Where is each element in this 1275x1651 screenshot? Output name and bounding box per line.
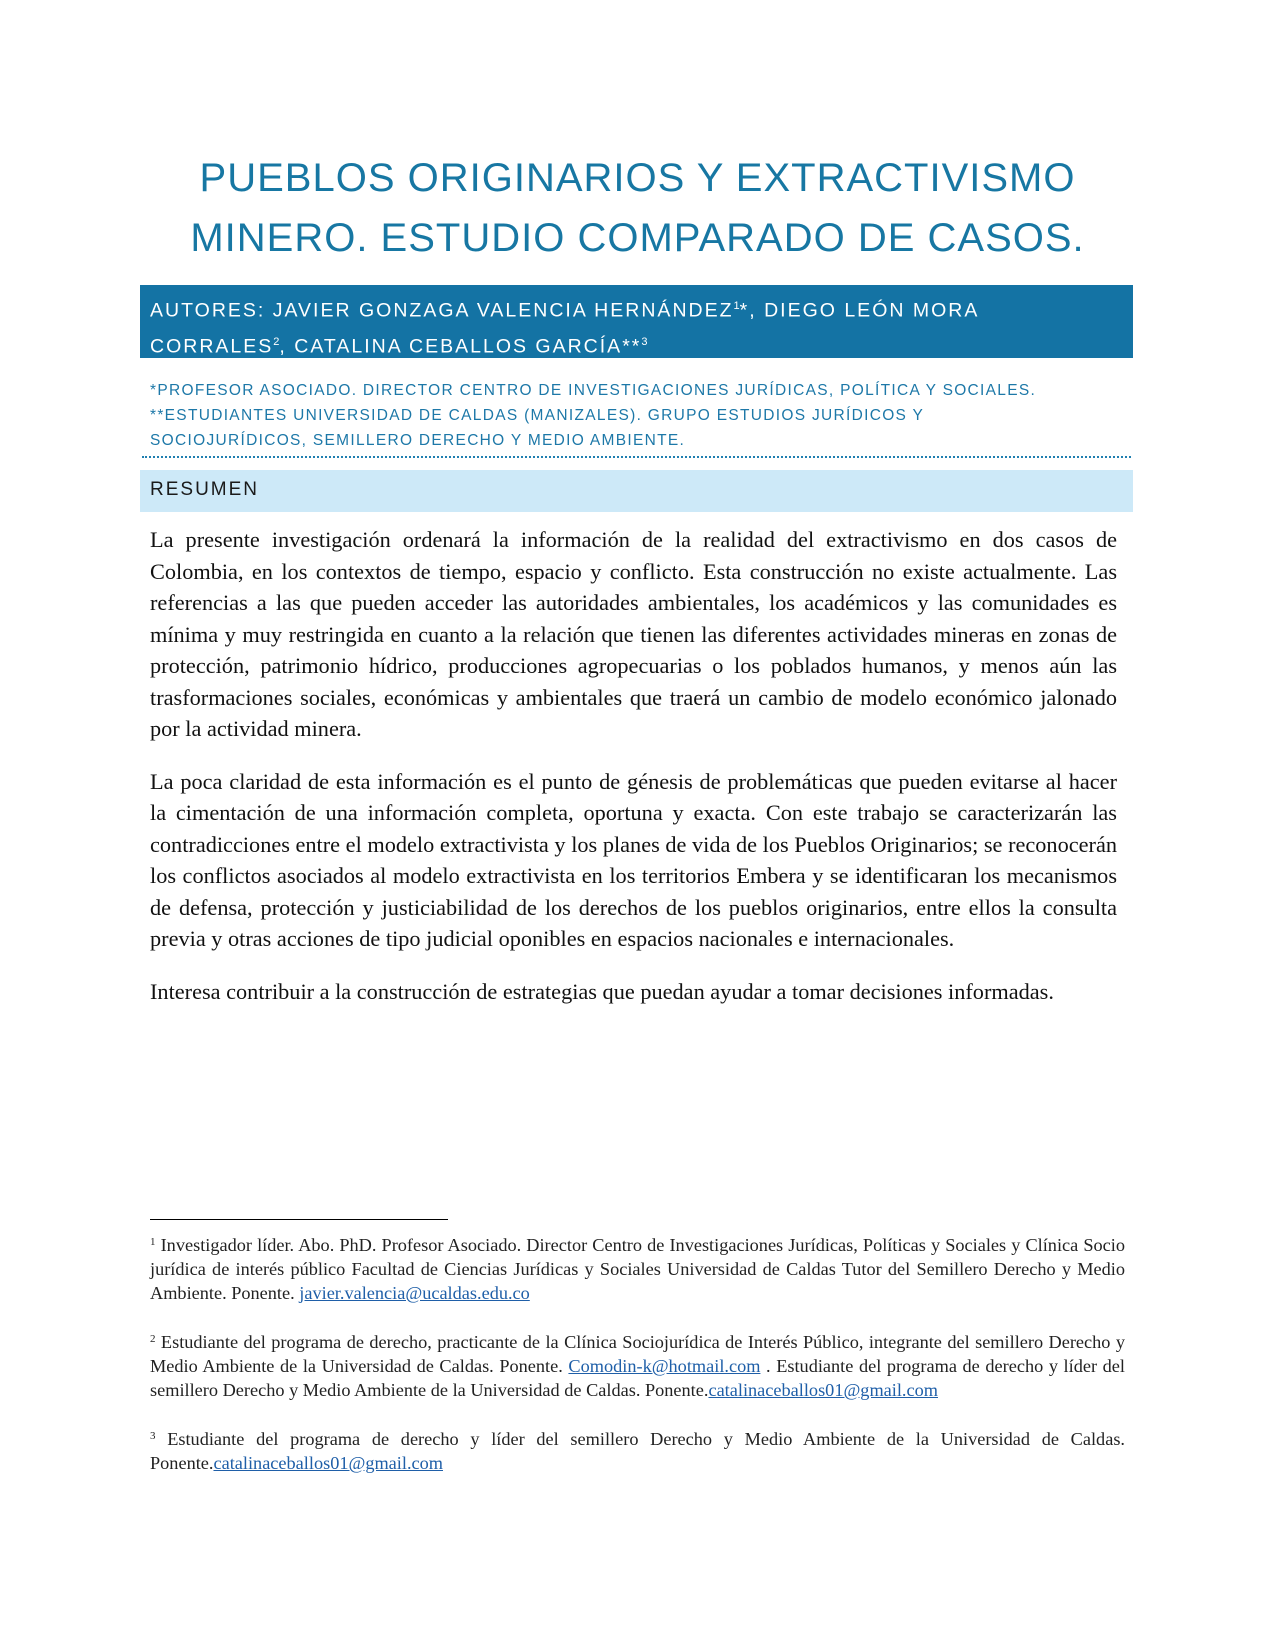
footnote-text: Estudiante del programa de derecho, practicante de la Clínica Sociojurídica de Interés Público, integrante del semillero Derecho y Medio Ambiente de la Universidad de Caldas. Ponente. bbox=[150, 1332, 1125, 1376]
footnote-number: 3 bbox=[150, 1430, 156, 1442]
title-line-2: MINERO. ESTUDIO COMPARADO DE CASOS. bbox=[190, 216, 1085, 260]
footnote-2 bbox=[150, 1327, 1125, 1402]
footnote-number: 2 bbox=[150, 1333, 156, 1345]
footnote-text: . Estudiante del programa de derecho y líder del semillero Derecho y Medio Ambiente de la Universidad de Caldas. Ponente. bbox=[150, 1356, 1125, 1400]
email-link[interactable]: catalinaceballos01@gmail.com bbox=[213, 1453, 443, 1473]
footnote-1 bbox=[150, 1230, 1125, 1305]
abstract-paragraph-1: La presente investigación ordenará la información de la realidad del extractivismo en dos casos de Colombia, en los contextos de tiempo, espacio y conflicto. Esta construcción no existe actualmente. Las referencias a las que pueden acceder las autoridades ambientales, los académicos y las comunidades es mínima y muy restringida en cuanto a la relación que tienen las diferentes actividades mineras en zonas de protección, patrimonio hídrico, producciones agropecuarias o los poblados humanos, y menos aún las trasformaciones sociales, económicas y ambientales que traerá un cambio de modelo económico jalonado por la actividad minera. bbox=[150, 527, 1117, 741]
affiliation-line-1: *PROFESOR ASOCIADO. DIRECTOR CENTRO DE INVESTIGACIONES JURÍDICAS, POLÍTICA Y SOCIALES. bbox=[150, 382, 1037, 399]
footnote-ref-1[interactable]: 1 bbox=[733, 300, 740, 312]
page-title bbox=[150, 148, 1125, 268]
footnotes bbox=[150, 1230, 1125, 1497]
footnote-3 bbox=[150, 1424, 1125, 1475]
footnote-ref-3[interactable]: 3 bbox=[641, 335, 648, 348]
section-heading-label: RESUMEN bbox=[150, 479, 260, 500]
abstract-body bbox=[150, 524, 1117, 1028]
affiliation-line-3: SOCIOJURÍDICOS, SEMILLERO DERECHO Y MEDIO AMBIENTE. bbox=[150, 432, 686, 449]
authors-part2: *, DIEGO LEÓN MORA bbox=[739, 299, 980, 322]
authors-part3: CORRALES bbox=[150, 335, 274, 357]
title-line-1: PUEBLOS ORIGINARIOS Y EXTRACTIVISMO bbox=[199, 156, 1076, 200]
email-link[interactable]: catalinaceballos01@gmail.com bbox=[708, 1380, 938, 1400]
footnote-number: 1 bbox=[150, 1236, 156, 1248]
authors-prefix: AUTORES: JAVIER GONZAGA VALENCIA HERNÁNDEZ bbox=[150, 299, 734, 322]
footnote-ref-2[interactable]: 2 bbox=[273, 335, 280, 348]
abstract-paragraph-2: La poca claridad de esta información es el punto de génesis de problemáticas que pueden evitarse al hacer la cimentación de una información completa, oportuna y exacta. Con este trabajo se caracterizarán las contradicciones entre el modelo extractivista y los planes de vida de los Pueblos Originarios; se reconocerán los conflictos asociados al modelo extractivista en los territorios Embera y se identificaran los mecanismos de defensa, protección y justiciabilidad de los derechos de los pueblos originarios, entre ellos la consulta previa y otras acciones de tipo judicial oponibles en espacios nacionales e internacionales. bbox=[150, 768, 1117, 951]
email-link[interactable]: javier.valencia@ucaldas.edu.co bbox=[299, 1283, 530, 1303]
abstract-paragraph-3: Interesa contribuir a la construcción de estrategias que puedan ayudar a tomar decisiones informadas. bbox=[150, 978, 1054, 1004]
email-link[interactable]: Comodin-k@hotmail.com bbox=[568, 1356, 761, 1376]
affiliations bbox=[150, 378, 1125, 453]
dotted-divider bbox=[142, 456, 1131, 458]
section-heading-resumen bbox=[140, 470, 1133, 512]
affiliation-line-2: **ESTUDIANTES UNIVERSIDAD DE CALDAS (MANIZALES). GRUPO ESTUDIOS JURÍDICOS Y bbox=[150, 407, 925, 424]
footnote-text: Investigador líder. Abo. PhD. Profesor Asociado. Director Centro de Investigaciones Jurídicas, Políticas y Sociales y Clínica Socio jurídica de interés público Facultad de Ciencias Jurídicas y Sociales Universidad de Caldas Tutor del Semillero Derecho y Medio Ambiente. Ponente. bbox=[150, 1235, 1125, 1303]
authors-part4: , CATALINA CEBALLOS GARCÍA** bbox=[279, 335, 642, 357]
footnote-separator bbox=[150, 1219, 448, 1220]
authors-bar bbox=[140, 285, 1133, 358]
footnote-text: Estudiante del programa de derecho y líder del semillero Derecho y Medio Ambiente de la Universidad de Caldas. Ponente. bbox=[150, 1429, 1125, 1473]
